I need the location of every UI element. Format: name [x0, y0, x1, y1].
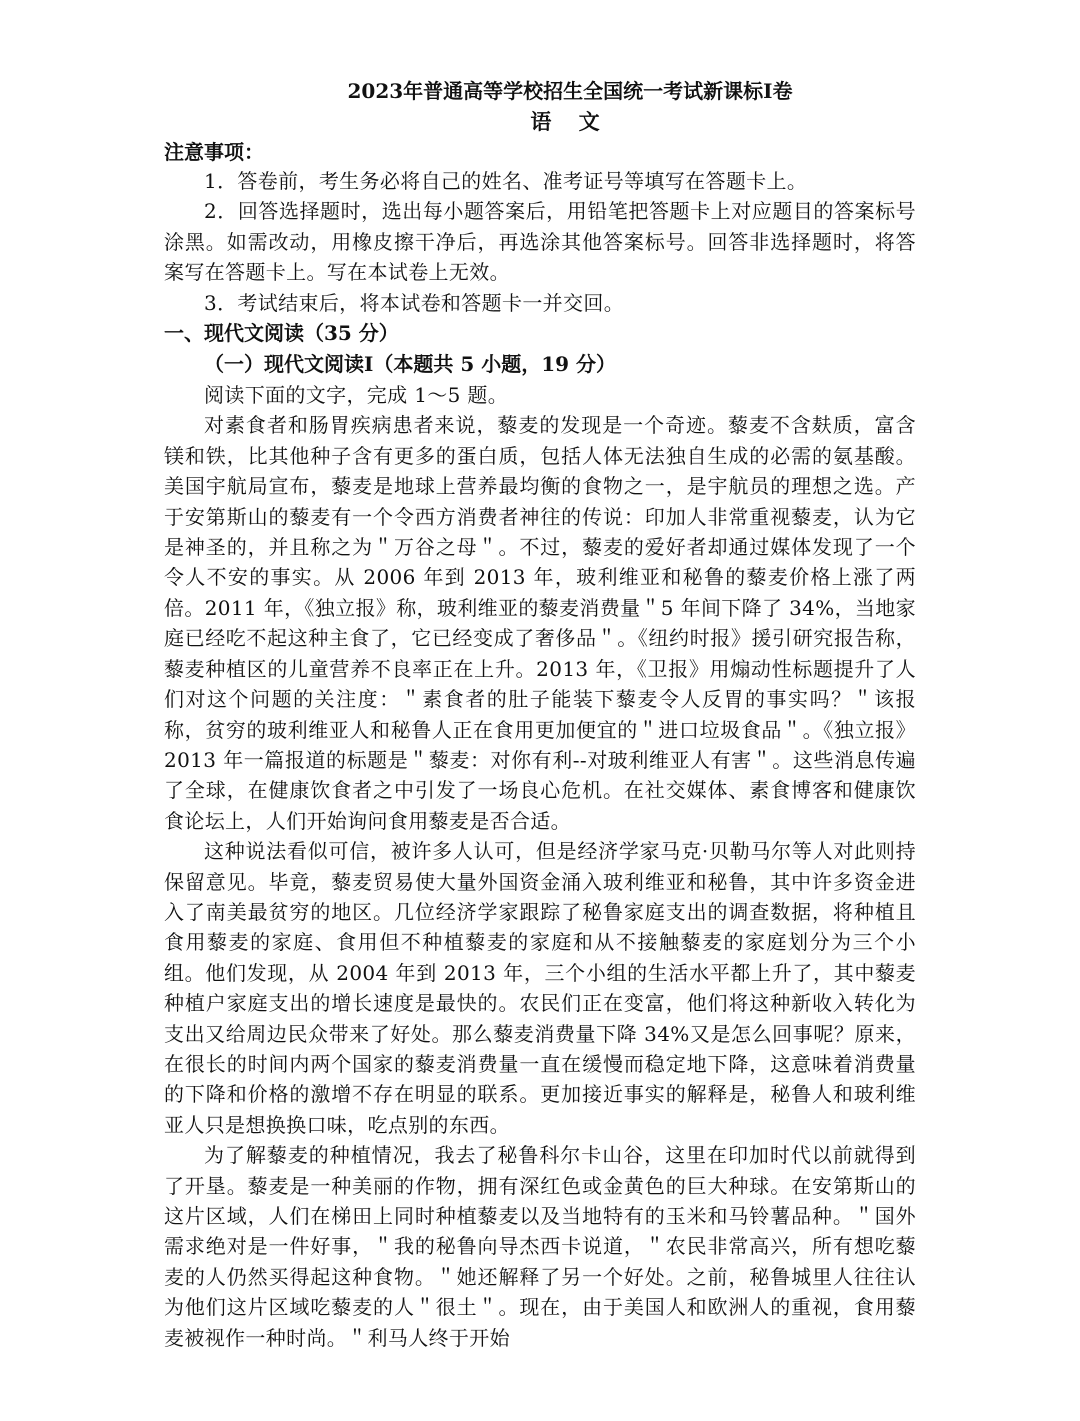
notice-item-3: 3．考试结束后，将本试卷和答题卡一并交回。 [204, 290, 625, 315]
article-paragraph-1: 对素食者和肠胃疾病患者来说，藜麦的发现是一个奇迹。藜麦不含麸质，富含镁和铁，比其他种子含有更多的蛋白质，包括人体无法独自生成的必需的氨基酸。美国宇航局宣布，藜麦是地球上营养最均衡的食物之一，是宇航员的理想之选。产于安第斯山的藜麦有一个令西方消费者神往的传说：印加人非常重视藜麦，认为它是神圣的，并且称之为＂万谷之母＂。不过，藜麦的爱好者却通过媒体发现了一个令人不安的事实。从 2006 年到 2013 年，玻利维亚和秘鲁的藜麦价格上涨了两倍。2011 年，《独立报》称，玻利维亚的藜麦消费量＂5 年间下降了 34%，当地家庭已经吃不起这种主食了，它已经变成了奢侈品＂。《纽约时报》援引研究报告称，藜麦种植区的儿童营养不良率正在上升。2013 年，《卫报》用煽动性标题提升了人们对这个问题的关注度：＂素食者的肚子能装下藜麦令人反胃的事实吗？＂该报称，贫穷的玻利维亚人和秘鲁人正在食用更加便宜的＂进口垃圾食品＂。《独立报》2013 年一篇报道的标题是＂藜麦：对你有利--对玻利维亚人有害＂。这些消息传遍了全球，在健康饮食者之中引发了一场良心危机。在社交媒体、素食博客和健康饮食论坛上，人们开始询问食用藜麦是否合适。 [164, 413, 916, 833]
subject-title: 语 文 [530, 109, 610, 134]
reading-section [164, 318, 916, 1353]
section-subheading: （一）现代文阅读Ⅰ（本题共 5 小题，19 分） [204, 352, 616, 377]
article-paragraph-3: 为了解藜麦的种植情况，我去了秘鲁科尔卡山谷，这里在印加时代以前就得到了开垦。藜麦是一种美丽的作物，拥有深红色或金黄色的巨大种球。在安第斯山的这片区域，人们在梯田上同时种植藜麦以及当地特有的玉米和马铃薯品种。＂国外需求绝对是一件好事，＂我的秘鲁向导杰西卡说道，＂农民非常高兴，所有想吃藜麦的人仍然买得起这种食物。＂她还解释了另一个好处。之前，秘鲁城里人往往认为他们这片区域吃藜麦的人＂很土＂。现在，由于美国人和欧洲人的重视，食用藜麦被视作一种时尚。＂利马人终于开始 [164, 1143, 916, 1350]
exam-title: 2023年普通高等学校招生全国统一考试新课标I卷 [347, 79, 793, 103]
notice-heading: 注意事项： [164, 140, 264, 164]
notice-block [164, 138, 916, 318]
reading-instruction: 阅读下面的文字，完成 1～5 题。 [204, 383, 509, 408]
notice-item-1: 1．答卷前，考生务必将自己的姓名、准考证号等填写在答题卡上。 [204, 169, 808, 193]
exam-page [164, 74, 916, 1353]
section-heading: 一、现代文阅读（35 分） [164, 321, 399, 346]
article-paragraph-2: 这种说法看似可信，被许多人认可，但是经济学家马克·贝勒马尔等人对此则持保留意见。毕竟，藜麦贸易使大量外国资金涌入玻利维亚和秘鲁，其中许多资金进入了南美最贫穷的地区。几位经济学家跟踪了秘鲁家庭支出的调查数据，将种植且食用藜麦的家庭、食用但不种植藜麦的家庭和从不接触藜麦的家庭划分为三个小组。他们发现，从 2004 年到 2013 年，三个小组的生活水平都上升了，其中藜麦种植户家庭支出的增长速度是最快的。农民们正在变富，他们将这种新收入转化为支出又给周边民众带来了好处。那么藜麦消费量下降 34%又是怎么回事呢？原来，在很长的时间内两个国家的藜麦消费量一直在缓慢而稳定地下降，这意味着消费量的下降和价格的激增不存在明显的联系。更加接近事实的解释是，秘鲁人和玻利维亚人只是想换换口味，吃点别的东西。 [164, 839, 916, 1137]
notice-item-2: 2．回答选择题时，选出每小题答案后，用铅笔把答题卡上对应题目的答案标号涂黑。如需改动，用橡皮擦干净后，再选涂其他答案标号。回答非选择题时，将答案写在答题卡上。写在本试卷上无效。 [164, 199, 916, 285]
